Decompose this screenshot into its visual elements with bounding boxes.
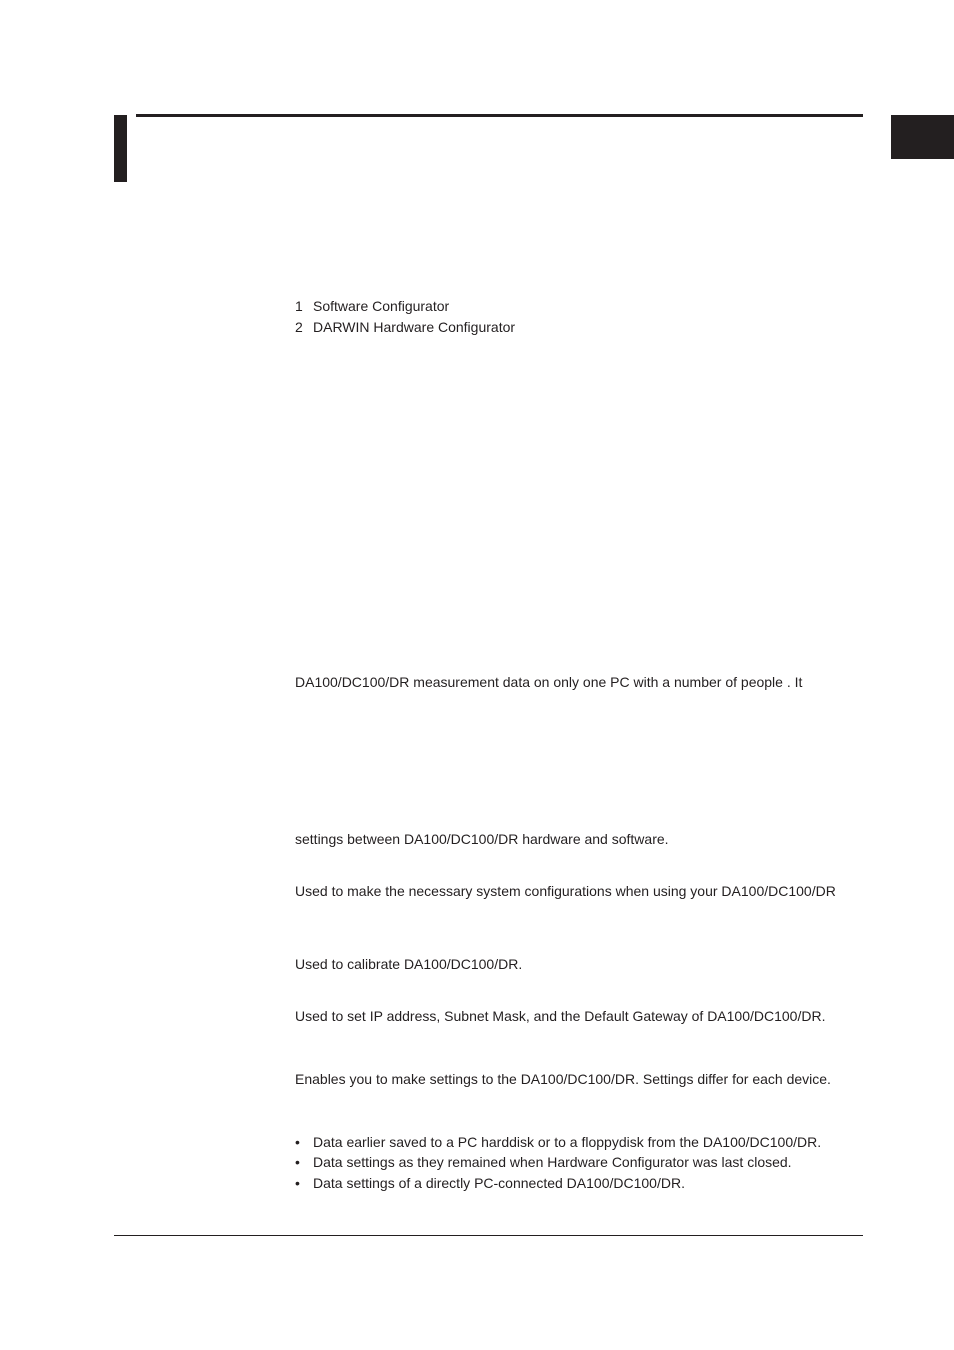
bullet-item-3: [295, 1174, 685, 1192]
chapter-thumb-tab: [891, 115, 954, 159]
bullet-text: Data settings as they remained when Hardware Configurator was last closed.: [313, 1154, 792, 1170]
paragraph-settings-between: settings between DA100/DC100/DR hardware and software.: [295, 831, 669, 847]
paragraph-ip-address: Used to set IP address, Subnet Mask, and the Default Gateway of DA100/DC100/DR.: [295, 1008, 826, 1024]
bullet-marker: •: [295, 1154, 300, 1170]
paragraph-measurement-data: DA100/DC100/DR measurement data on only one PC with a number of people . It: [295, 674, 803, 690]
chapter-marker-bar: [114, 115, 127, 182]
numbered-list-item-1: [295, 297, 449, 315]
bullet-text: Data earlier saved to a PC harddisk or to a floppydisk from the DA100/DC100/DR.: [313, 1134, 822, 1150]
list-item-text: Software Configurator: [313, 298, 450, 314]
bullet-marker: •: [295, 1134, 300, 1150]
bullet-marker: •: [295, 1175, 300, 1191]
bullet-item-2: [295, 1153, 792, 1171]
numbered-list-item-2: [295, 318, 515, 336]
bullet-text: Data settings of a directly PC-connected DA100/DC100/DR.: [313, 1175, 685, 1191]
list-number: 2: [295, 319, 303, 335]
footer-rule: [114, 1235, 863, 1236]
paragraph-system-configurations: Used to make the necessary system configurations when using your DA100/DC100/DR: [295, 883, 836, 899]
header-rule: [136, 114, 863, 117]
list-number: 1: [295, 298, 303, 314]
bullet-item-1: [295, 1133, 821, 1151]
paragraph-calibrate: Used to calibrate DA100/DC100/DR.: [295, 956, 523, 972]
paragraph-device-settings: Enables you to make settings to the DA100/DC100/DR. Settings differ for each device.: [295, 1071, 831, 1087]
list-item-text: DARWIN Hardware Configurator: [313, 319, 516, 335]
